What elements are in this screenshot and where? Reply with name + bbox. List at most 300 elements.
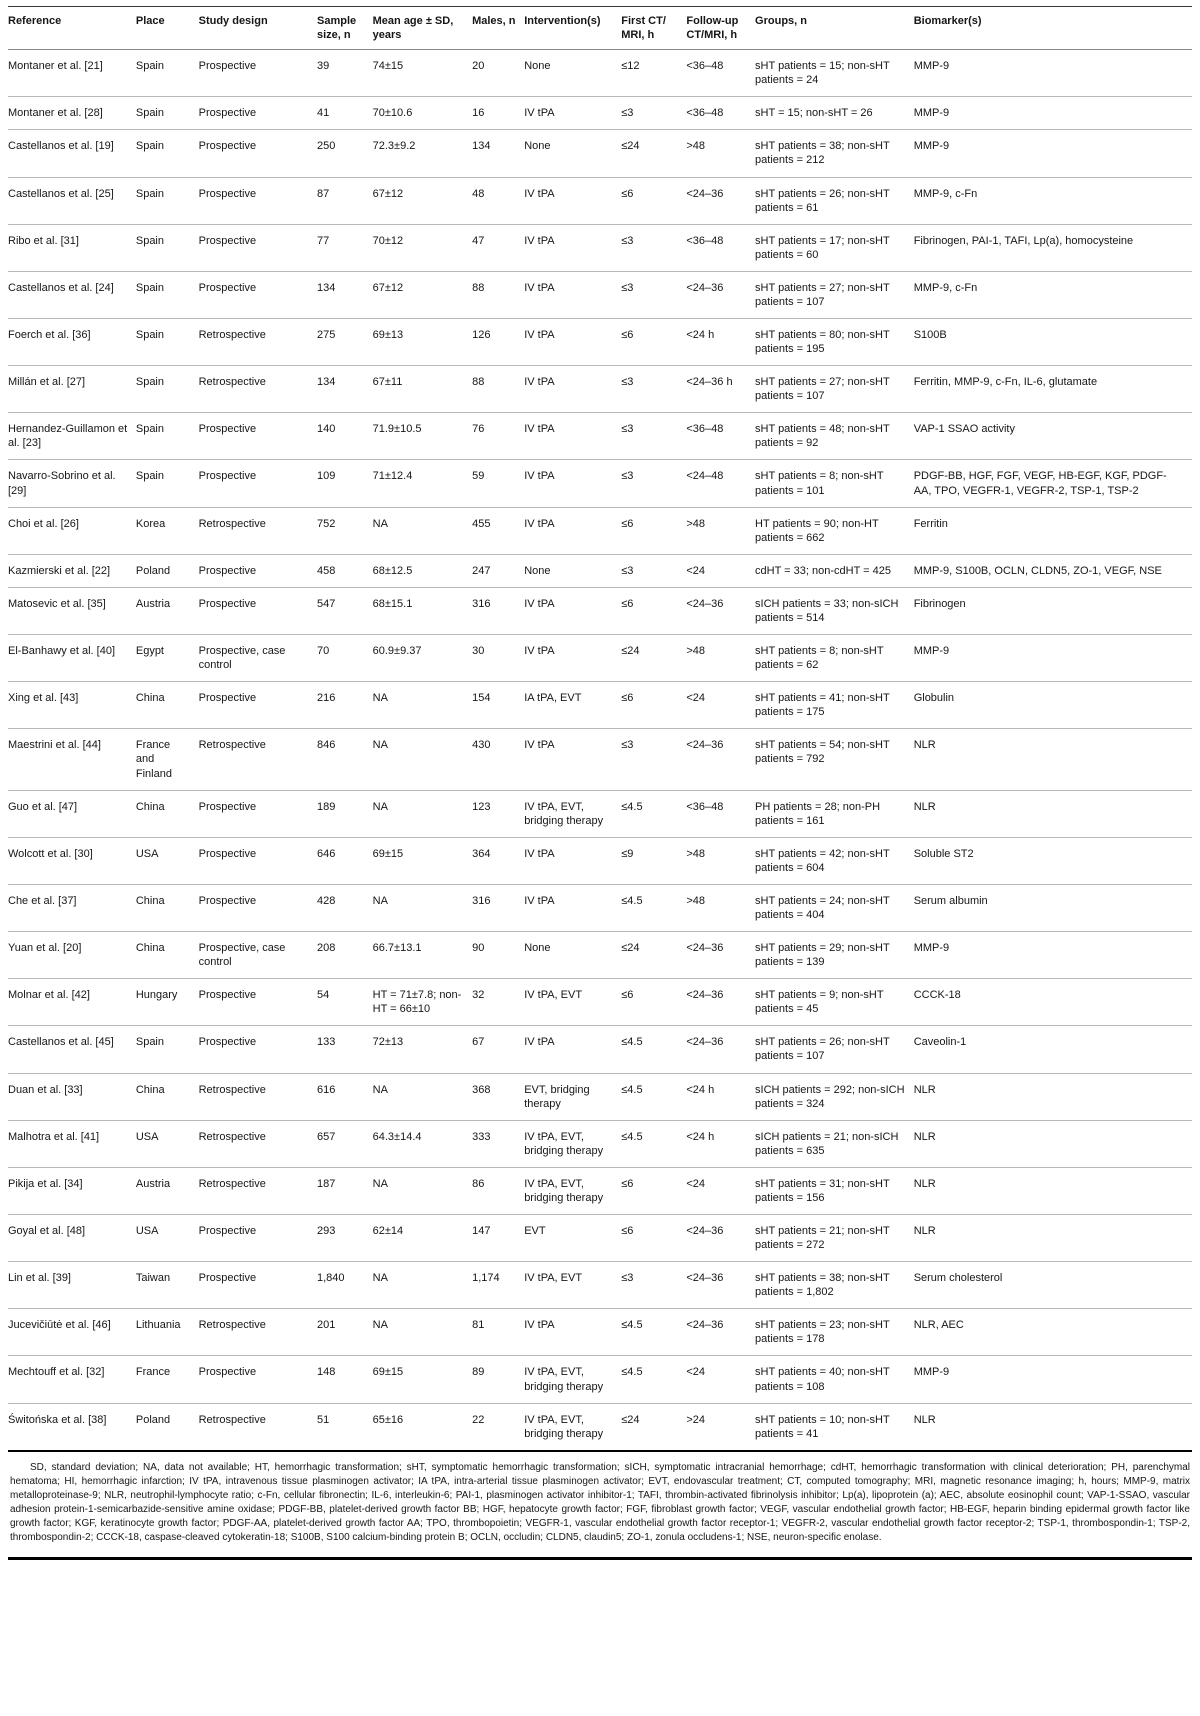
table-cell: 66.7±13.1 <box>373 932 472 979</box>
table-cell: NA <box>373 729 472 790</box>
table-cell: <24–36 h <box>686 366 755 413</box>
table-cell: Duan et al. [33] <box>8 1073 136 1120</box>
table-cell: NLR <box>914 1167 1192 1214</box>
column-header: Place <box>136 7 199 50</box>
table-cell: sHT patients = 41; non-sHT patients = 175 <box>755 682 914 729</box>
table-cell: 76 <box>472 413 524 460</box>
table-cell: Goyal et al. [48] <box>8 1214 136 1261</box>
table-cell: 134 <box>317 271 373 318</box>
table-cell: IV tPA <box>524 413 621 460</box>
table-cell: 41 <box>317 97 373 130</box>
table-cell: <24 <box>686 1167 755 1214</box>
table-cell: 70±10.6 <box>373 97 472 130</box>
table-cell: 189 <box>317 790 373 837</box>
table-cell: <24 h <box>686 1073 755 1120</box>
column-header: Follow-up CT/MRI, h <box>686 7 755 50</box>
table-cell: 68±12.5 <box>373 554 472 587</box>
table-cell: Maestrini et al. [44] <box>8 729 136 790</box>
table-cell: <24–36 <box>686 1262 755 1309</box>
column-header: Study design <box>199 7 317 50</box>
table-cell: IV tPA, EVT <box>524 1262 621 1309</box>
table-cell: Spain <box>136 319 199 366</box>
table-cell: IV tPA, EVT <box>524 979 621 1026</box>
table-row <box>8 884 1192 931</box>
table-cell: sHT patients = 80; non-sHT patients = 195 <box>755 319 914 366</box>
table-cell: Prospective <box>199 224 317 271</box>
table-cell: sICH patients = 33; non-sICH patients = 514 <box>755 587 914 634</box>
table-cell: <24–36 <box>686 729 755 790</box>
table-cell: 126 <box>472 319 524 366</box>
table-cell: NLR, AEC <box>914 1309 1192 1356</box>
table-cell: <24–36 <box>686 1309 755 1356</box>
table-cell: 32 <box>472 979 524 1026</box>
table-cell: 69±15 <box>373 1356 472 1403</box>
table-cell: 86 <box>472 1167 524 1214</box>
table-cell: IV tPA <box>524 271 621 318</box>
table-cell: ≤4.5 <box>621 1026 686 1073</box>
table-cell: sHT patients = 26; non-sHT patients = 61 <box>755 177 914 224</box>
table-cell: ≤6 <box>621 682 686 729</box>
study-characteristics-table <box>8 6 1192 1450</box>
table-cell: IV tPA <box>524 507 621 554</box>
table-cell: 187 <box>317 1167 373 1214</box>
table-cell: MMP-9 <box>914 130 1192 177</box>
table-cell: ≤6 <box>621 587 686 634</box>
table-cell: ≤3 <box>621 97 686 130</box>
table-cell: sHT patients = 15; non-sHT patients = 24 <box>755 50 914 97</box>
table-cell: China <box>136 884 199 931</box>
table-cell: <24 <box>686 1356 755 1403</box>
table-cell: Prospective <box>199 177 317 224</box>
table-cell: Ferritin, MMP-9, c-Fn, IL-6, glutamate <box>914 366 1192 413</box>
table-cell: NA <box>373 682 472 729</box>
table-cell: 293 <box>317 1214 373 1261</box>
table-cell: El-Banhawy et al. [40] <box>8 635 136 682</box>
table-cell: <24–36 <box>686 979 755 1026</box>
table-cell: Prospective <box>199 1356 317 1403</box>
table-cell: Prospective, case control <box>199 635 317 682</box>
table-cell: Ribo et al. [31] <box>8 224 136 271</box>
table-cell: 67±11 <box>373 366 472 413</box>
table-cell: None <box>524 554 621 587</box>
table-cell: Spain <box>136 97 199 130</box>
table-cell: None <box>524 50 621 97</box>
table-cell: 65±16 <box>372 1413 404 1426</box>
table-cell: Poland <box>136 554 199 587</box>
table-cell: Prospective <box>199 1214 317 1261</box>
table-cell: Caveolin-1 <box>914 1026 1192 1073</box>
table-cell: NLR <box>914 790 1192 837</box>
table-cell: China <box>136 932 199 979</box>
table-cell: Prospective <box>199 790 317 837</box>
table-cell: 275 <box>317 319 373 366</box>
table-cell: 201 <box>317 1309 373 1356</box>
table-cell: USA <box>136 837 199 884</box>
table-row <box>8 587 1192 634</box>
table-cell: IV tPA <box>524 177 621 224</box>
table-cell: Retrospective <box>199 366 317 413</box>
table-cell: sHT patients = 9; non-sHT patients = 45 <box>755 979 914 1026</box>
table-cell: Taiwan <box>136 1262 199 1309</box>
table-cell: 134 <box>472 130 524 177</box>
table-cell: 20 <box>472 50 524 97</box>
table-cell: sICH patients = 21; non-sICH patients = 635 <box>755 1120 914 1167</box>
table-cell: China <box>136 1073 199 1120</box>
table-cell: 60.9±9.37 <box>373 635 472 682</box>
table-cell: ≤12 <box>621 50 686 97</box>
table-cell: ≤6 <box>621 979 686 1026</box>
table-cell: Spain <box>136 413 199 460</box>
table-cell: Guo et al. [47] <box>8 790 136 837</box>
table-cell: PH patients = 28; non-PH patients = 161 <box>755 790 914 837</box>
table-cell: Castellanos et al. [19] <box>8 130 136 177</box>
table-row <box>8 50 1192 97</box>
table-cell: 123 <box>472 790 524 837</box>
table-cell: IV tPA <box>524 366 621 413</box>
table-cell: 147 <box>472 1214 524 1261</box>
table-cell: 30 <box>472 635 524 682</box>
table-cell: cdHT = 33; non-cdHT = 425 <box>755 554 914 587</box>
table-cell: Prospective <box>199 837 317 884</box>
table-cell: Świtońska et al. [38] <box>8 1413 107 1426</box>
table-row <box>8 413 1192 460</box>
table-cell: <36–48 <box>686 413 755 460</box>
table-cell: sHT patients = 29; non-sHT patients = 139 <box>755 932 914 979</box>
table-cell: sHT patients = 24; non-sHT patients = 404 <box>755 884 914 931</box>
table-cell: 208 <box>317 932 373 979</box>
table-row <box>8 460 1192 507</box>
column-header: First CT/ MRI, h <box>621 7 686 50</box>
table-cell: Hungary <box>136 979 199 1026</box>
table-cell: IV tPA <box>524 97 621 130</box>
table-cell: ≤4.5 <box>621 1309 686 1356</box>
table-cell: NA <box>373 1167 472 1214</box>
table-cell: sHT patients = 38; non-sHT patients = 212 <box>755 130 914 177</box>
table-cell: 154 <box>472 682 524 729</box>
table-row <box>8 319 1192 366</box>
table-cell: sHT patients = 38; non-sHT patients = 1,802 <box>755 1262 914 1309</box>
table-cell: 752 <box>317 507 373 554</box>
table-cell: ≤24 <box>621 130 686 177</box>
table-cell: Prospective <box>199 979 317 1026</box>
table-cell: 70±12 <box>373 224 472 271</box>
table-cell: 62±14 <box>373 1214 472 1261</box>
table-row <box>8 979 1192 1026</box>
table-row <box>8 224 1192 271</box>
table-row <box>8 1120 1192 1167</box>
table-cell: MMP-9, S100B, OCLN, CLDN5, ZO-1, VEGF, NSE <box>914 554 1192 587</box>
table-cell: France <box>136 1356 199 1403</box>
table-cell: IV tPA, EVT, bridging therapy <box>524 1356 621 1403</box>
table-cell: 316 <box>472 587 524 634</box>
table-cell: MMP-9 <box>914 932 1192 979</box>
table-cell: Fibrinogen <box>914 587 1192 634</box>
table-cell: <24–36 <box>686 177 755 224</box>
table-body <box>8 50 1192 1450</box>
table-cell: Matosevic et al. [35] <box>8 587 136 634</box>
table-cell: ≤3 <box>621 729 686 790</box>
table-cell: ≤4.5 <box>621 1120 686 1167</box>
table-cell: Prospective <box>199 884 317 931</box>
table-cell: 67 <box>472 1026 524 1073</box>
table-cell: Molnar et al. [42] <box>8 979 136 1026</box>
table-cell: Prospective <box>199 271 317 318</box>
table-cell: HT = 71±7.8; non-HT = 66±10 <box>373 979 472 1026</box>
table-cell: NLR <box>914 1073 1192 1120</box>
table-row <box>8 130 1192 177</box>
table-cell: Prospective <box>199 554 317 587</box>
table-cell: MMP-9 <box>914 97 1192 130</box>
table-cell: ≤3 <box>621 554 686 587</box>
table-cell: China <box>136 682 199 729</box>
table-cell: 71.9±10.5 <box>373 413 472 460</box>
table-cell: 428 <box>317 884 373 931</box>
table-row <box>8 1073 1192 1120</box>
table-cell: 247 <box>472 554 524 587</box>
table-row <box>8 790 1192 837</box>
column-header: Groups, n <box>755 7 914 50</box>
table-cell: 51 <box>317 1413 330 1426</box>
table-cell: ≤4.5 <box>621 1356 686 1403</box>
table-cell: 109 <box>317 460 373 507</box>
table-cell: ≤4.5 <box>621 884 686 931</box>
table-cell: Prospective <box>199 1026 317 1073</box>
table-cell: IV tPA <box>524 460 621 507</box>
table-cell: >24 <box>686 1413 706 1426</box>
table-cell: ≤3 <box>621 460 686 507</box>
table-cell: ≤24 <box>621 635 686 682</box>
table-cell: MMP-9 <box>914 50 1192 97</box>
table-header <box>8 7 1192 50</box>
table-cell: MMP-9, c-Fn <box>914 271 1192 318</box>
table-cell: None <box>524 130 621 177</box>
table-cell: MMP-9, c-Fn <box>914 177 1192 224</box>
table-row <box>8 1356 1192 1403</box>
table-cell: Yuan et al. [20] <box>8 932 136 979</box>
table-cell: sHT patients = 17; non-sHT patients = 60 <box>755 224 914 271</box>
table-cell: 364 <box>472 837 524 884</box>
table-cell: sHT patients = 27; non-sHT patients = 107 <box>755 366 914 413</box>
table-cell: ≤24 <box>621 932 686 979</box>
column-header: Males, n <box>472 7 524 50</box>
table-cell: >48 <box>686 837 755 884</box>
table-cell: sHT patients = 42; non-sHT patients = 604 <box>755 837 914 884</box>
table-cell: Retrospective <box>199 319 317 366</box>
table-cell: Poland <box>135 1413 171 1426</box>
table-cell: 368 <box>472 1073 524 1120</box>
table-cell: <24 <box>686 682 755 729</box>
table-cell: PDGF-BB, HGF, FGF, VEGF, HB-EGF, KGF, PDGF-AA, TPO, VEGFR-1, VEGFR-2, TSP-1, TSP-2 <box>914 460 1192 507</box>
table-cell: ≤6 <box>621 1214 686 1261</box>
table-row <box>8 729 1192 790</box>
table-cell: 216 <box>317 682 373 729</box>
table-cell: ≤4.5 <box>621 790 686 837</box>
table-cell: <24–36 <box>686 1214 755 1261</box>
table-cell: ≤6 <box>621 507 686 554</box>
table-cell: Che et al. [37] <box>8 884 136 931</box>
table-cell: 458 <box>317 554 373 587</box>
table-cell: 69±13 <box>373 319 472 366</box>
table-cell: 133 <box>317 1026 373 1073</box>
table-cell: Globulin <box>914 682 1192 729</box>
table-row <box>8 635 1192 682</box>
table-cell: 148 <box>317 1356 373 1403</box>
footnote <box>8 1450 1192 1560</box>
table-cell: USA <box>136 1214 199 1261</box>
table-cell: sHT patients = 23; non-sHT patients = 178 <box>755 1309 914 1356</box>
table-cell: IV tPA <box>524 319 621 366</box>
table-cell: 77 <box>317 224 373 271</box>
table-cell: CCCK-18 <box>914 979 1192 1026</box>
table-cell: 72±13 <box>373 1026 472 1073</box>
table-cell: NA <box>373 790 472 837</box>
table-cell: >48 <box>686 884 755 931</box>
table-cell: Retrospective <box>199 729 317 790</box>
table-cell: Prospective, case control <box>199 932 317 979</box>
header-row <box>8 7 1192 50</box>
table-cell: Montaner et al. [28] <box>8 97 136 130</box>
table-cell: sHT patients = 10; non-sHT patients = 41 <box>755 1413 890 1440</box>
table-cell: Fibrinogen, PAI-1, TAFI, Lp(a), homocysteine <box>914 224 1192 271</box>
table-row <box>8 1262 1192 1309</box>
table-cell: Spain <box>136 460 199 507</box>
table-cell: NA <box>373 507 472 554</box>
table-cell: 846 <box>317 729 373 790</box>
table-cell: EVT, bridging therapy <box>524 1073 621 1120</box>
table-cell: 88 <box>472 271 524 318</box>
table-cell: Prospective <box>199 50 317 97</box>
table-row <box>8 1026 1192 1073</box>
table-cell: >48 <box>686 130 755 177</box>
table-cell: sHT patients = 21; non-sHT patients = 272 <box>755 1214 914 1261</box>
table-cell: 54 <box>317 979 373 1026</box>
table-cell: 333 <box>472 1120 524 1167</box>
table-cell: <36–48 <box>686 790 755 837</box>
table-cell: 68±15.1 <box>373 587 472 634</box>
table-cell: <24 h <box>686 319 755 366</box>
table-cell: NLR <box>914 1214 1192 1261</box>
table-cell: Austria <box>136 587 199 634</box>
table-cell: 646 <box>317 837 373 884</box>
table-cell: ≤4.5 <box>621 1073 686 1120</box>
table-cell: sHT patients = 48; non-sHT patients = 92 <box>755 413 914 460</box>
table-cell: Serum albumin <box>914 884 1192 931</box>
table-cell: Foerch et al. [36] <box>8 319 136 366</box>
table-cell: Retrospective <box>199 1120 317 1167</box>
table-cell: Wolcott et al. [30] <box>8 837 136 884</box>
table-cell: sHT patients = 26; non-sHT patients = 107 <box>755 1026 914 1073</box>
table-cell: 70 <box>317 635 373 682</box>
table-row <box>8 507 1192 554</box>
table-cell: IV tPA <box>524 729 621 790</box>
table-cell: 430 <box>472 729 524 790</box>
table-cell: sHT patients = 27; non-sHT patients = 107 <box>755 271 914 318</box>
table-cell: ≤24 <box>621 1413 640 1426</box>
table-cell: ≤3 <box>621 224 686 271</box>
table-cell: Pikija et al. [34] <box>8 1167 136 1214</box>
table-cell: sICH patients = 292; non-sICH patients = 324 <box>755 1073 914 1120</box>
table-row <box>8 1309 1192 1356</box>
table-cell: <24–36 <box>686 1026 755 1073</box>
table-cell: Serum cholesterol <box>914 1262 1192 1309</box>
table-cell: 616 <box>317 1073 373 1120</box>
table-row <box>8 1403 1192 1450</box>
table-row <box>8 366 1192 413</box>
table-cell: NLR <box>914 729 1192 790</box>
table-cell: 140 <box>317 413 373 460</box>
table-cell: 547 <box>317 587 373 634</box>
table-cell: Lithuania <box>136 1309 199 1356</box>
table-cell: 48 <box>472 177 524 224</box>
table-cell: 64.3±14.4 <box>373 1120 472 1167</box>
table-cell: Prospective <box>199 413 317 460</box>
table-cell: 47 <box>472 224 524 271</box>
table-cell: S100B <box>914 319 1192 366</box>
table-cell: 22 <box>472 1413 485 1426</box>
table-cell: Castellanos et al. [25] <box>8 177 136 224</box>
table-cell: Kazmierski et al. [22] <box>8 554 136 587</box>
table-cell: 59 <box>472 460 524 507</box>
table-cell: 67±12 <box>373 177 472 224</box>
table-cell: IV tPA <box>524 635 621 682</box>
table-cell: VAP-1 SSAO activity <box>914 413 1192 460</box>
table-cell: 39 <box>317 50 373 97</box>
table-cell: 1,174 <box>472 1262 524 1309</box>
table-cell: Prospective <box>199 587 317 634</box>
table-row <box>8 554 1192 587</box>
table-cell: IV tPA <box>524 837 621 884</box>
table-cell: 87 <box>317 177 373 224</box>
footnote-text: SD, standard deviation; NA, data not available; HT, hemorrhagic transformation; sHT, symptomatic hemorrhagic transformation; sICH, symptomatic intracranial hemorrhage; cdHT, hemorrhagic transformation with clinical deterioration; PH, parenchymal hematoma; HI, hemorrhagic infarction; IV tPA, intravenous tissue plasminogen activator; IA tPA, intra-arterial tissue plasminogen activator; EVT, endovascular treatment; CT, computed tomography; MRI, magnetic resonance imaging; h, hours; MMP-9, matrix metalloproteinase-9; NLR, neutrophil-lymphocyte ratio; c-Fn, cellular fibronectin; IL-6, interleukin-6; PAI-1, plasminogen activator inhibitor-1; TAFI, thrombin-activated fibrinolysis inhibitor; Lp(a), lipoprotein (a); AEC, absolute eosinophil count; VAP-1-SSAO, vascular adhesion protein-1-semicarbazide-sensitive amine oxidase; PDGF-BB, platelet-derived growth factor BB; HGF, hepatocyte growth factor; FGF, fibroblast growth factor; VEGF, vascular endothelial growth factor; HB-EGF, heparin binding epidermal growth factor like growth factor; KGF, keratinocyte growth factor; PDGF-AA, platelet-derived growth factor AA; TPO, thrombopoietin; VEGFR-1, vascular endothelial growth factor receptor-1; VEGFR-2, vascular endothelial growth factor receptor-2; TSP-1, thrombospondin-1; TSP-2, thrombospondin-2; CCCK-18, caspase-cleaved cytokeratin-18; S100B, S100 calcium-binding protein B; OCLN, occludin; CLDN5, claudin5; ZO-1, zonula occludens-1; NSE, neuron-specific enolase. <box>10 1461 1190 1543</box>
table-cell: Prospective <box>199 97 317 130</box>
table-cell: NA <box>373 1262 472 1309</box>
table-cell: Ferritin <box>914 507 1192 554</box>
table-cell: Hernandez-Guillamon et al. [23] <box>8 413 136 460</box>
table-cell: 71±12.4 <box>373 460 472 507</box>
table-cell: NA <box>373 1309 472 1356</box>
table-cell: Retrospective <box>199 1073 317 1120</box>
table-cell: Soluble ST2 <box>914 837 1192 884</box>
table-row <box>8 1214 1192 1261</box>
table-row <box>8 1167 1192 1214</box>
table-cell: Egypt <box>136 635 199 682</box>
table-cell: ≤6 <box>621 319 686 366</box>
table-cell: Lin et al. [39] <box>8 1262 136 1309</box>
table-cell: <24 <box>686 554 755 587</box>
table-cell: 250 <box>317 130 373 177</box>
table-cell: Spain <box>136 271 199 318</box>
table-cell: Choi et al. [26] <box>8 507 136 554</box>
table-cell: NLR <box>913 1413 936 1426</box>
table-cell: IV tPA <box>524 224 621 271</box>
table-cell: Prospective <box>199 682 317 729</box>
table-cell: sHT patients = 8; non-sHT patients = 62 <box>755 635 914 682</box>
table-cell: >48 <box>686 507 755 554</box>
table-cell: IA tPA, EVT <box>524 682 621 729</box>
table-cell: 90 <box>472 932 524 979</box>
table-cell: <24 h <box>686 1120 755 1167</box>
table-cell: IV tPA <box>524 1309 621 1356</box>
table-cell: 88 <box>472 366 524 413</box>
table-cell: IV tPA, EVT, bridging therapy <box>524 1167 621 1214</box>
table-row <box>8 682 1192 729</box>
table-cell: Prospective <box>199 130 317 177</box>
table-cell: EVT <box>524 1214 621 1261</box>
table-cell: IV tPA <box>524 1026 621 1073</box>
table-cell: 657 <box>317 1120 373 1167</box>
table-cell: Prospective <box>199 460 317 507</box>
table-cell: ≤6 <box>621 1167 686 1214</box>
